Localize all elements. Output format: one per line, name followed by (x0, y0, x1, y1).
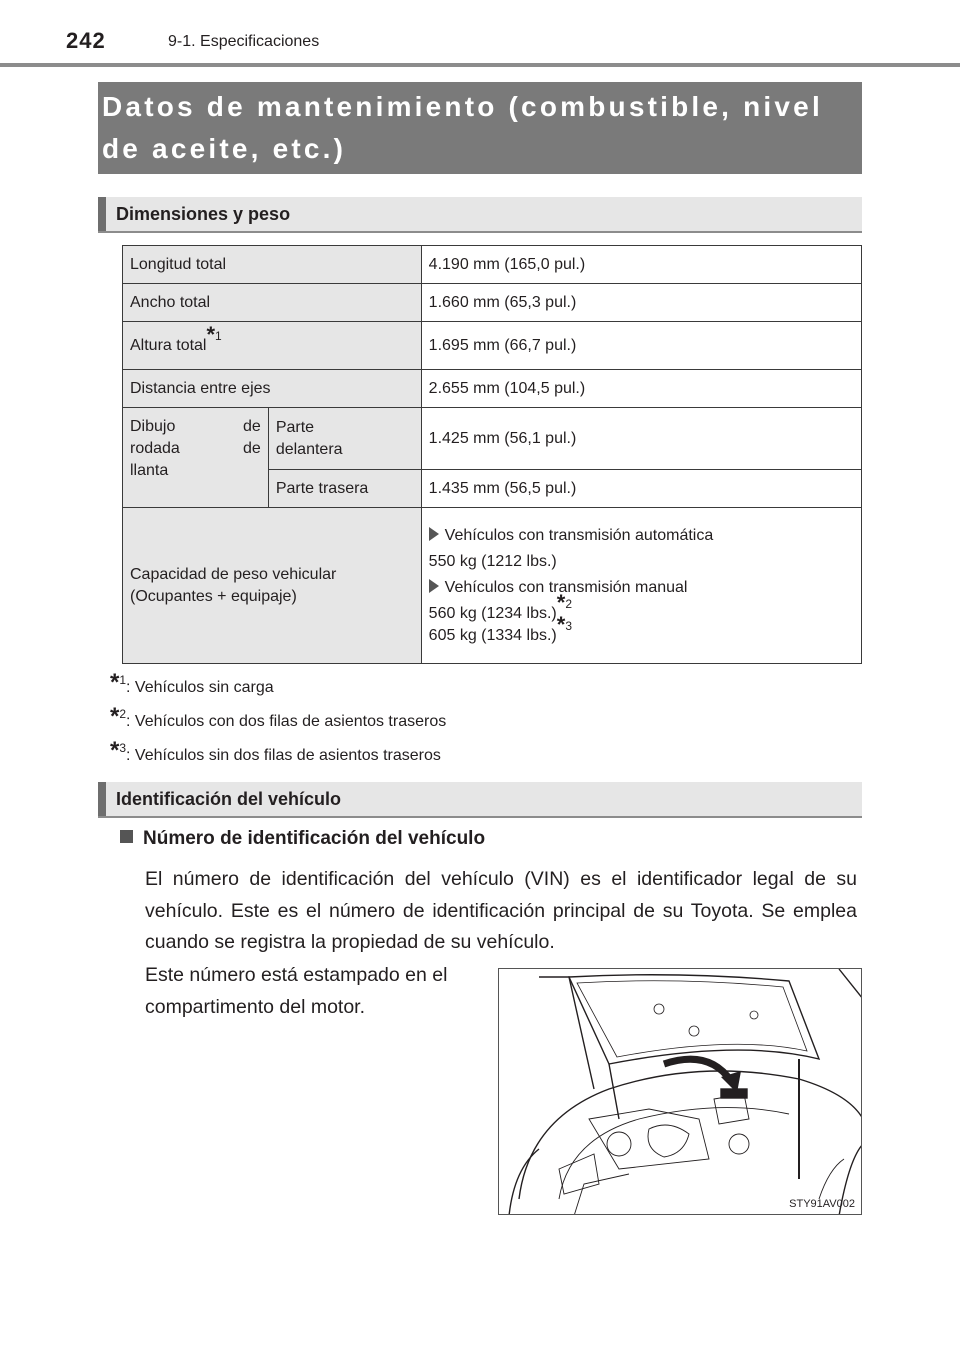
figure-code: STY91AV002 (789, 1198, 855, 1210)
page-number: 242 (66, 28, 106, 53)
triangle-bullet-icon (429, 527, 439, 541)
dimensions-heading (98, 197, 862, 233)
table-row (123, 408, 862, 470)
auto-value: 550 kg (1212 lbs.) (428, 552, 557, 570)
footnote-ref: 3 (565, 618, 572, 633)
manual-value-1 (428, 589, 854, 625)
table-cell-value: 1.425 mm (56,1 pul.) (421, 408, 861, 470)
table-cell-value: 1.660 mm (65,3 pul.) (421, 284, 861, 322)
table-cell-label (268, 408, 421, 470)
table-cell-value (421, 508, 861, 664)
footnotes (110, 668, 446, 770)
auto-label: Vehículos con transmisión automática (444, 526, 714, 544)
manual-value-2-text: 605 kg (1334 lbs.) (428, 626, 557, 644)
dibujo-label-line-3: llanta (130, 462, 169, 479)
footnote-star-icon: * (556, 611, 566, 637)
footnote-2 (110, 702, 446, 736)
capacidad-label-line-1: Capacidad de peso vehicular (130, 565, 337, 583)
square-bullet-icon (120, 830, 133, 843)
altura-label: Altura total (130, 336, 207, 354)
delantera-label-line-2: delantera (275, 440, 343, 458)
capacidad-label-line-2: (Ocupantes + equipaje) (130, 587, 297, 605)
footnote-star-icon: * (556, 589, 566, 615)
footnote-ref: 2 (565, 596, 572, 611)
header-rule (0, 63, 960, 67)
vin-location-paragraph: Este número está estampado en el compartimento del motor. (145, 964, 448, 1018)
footnote-star-icon: * (110, 703, 120, 730)
footnote-number: 3 (119, 741, 127, 755)
footnote-ref: 1 (215, 328, 222, 343)
footnote-text: : Vehículos sin carga (126, 679, 274, 696)
table-cell-label: Ancho total (123, 284, 422, 322)
table-row (123, 370, 862, 408)
dibujo-label-line-1: Dibujo de (130, 418, 261, 435)
footnote-text: : Vehículos sin dos filas de asientos traseros (126, 747, 441, 764)
footnote-3 (110, 736, 446, 770)
section-label: 9-1. Especificaciones (168, 33, 320, 50)
table-cell-value: 1.435 mm (56,5 pul.) (421, 470, 861, 508)
table-cell-label: Distancia entre ejes (123, 370, 422, 408)
table-row (123, 246, 862, 284)
table-row (123, 284, 862, 322)
vin-heading-text: Número de identificación del vehículo (143, 828, 486, 849)
footnote-star-icon: * (206, 321, 216, 347)
page-header (0, 0, 960, 70)
identification-heading-label: Identificación del vehículo (116, 789, 342, 809)
footnote-1 (110, 668, 446, 702)
table-cell-value: 1.695 mm (66,7 pul.) (421, 322, 861, 370)
footnote-star-icon: * (110, 737, 120, 764)
dimensions-heading-label: Dimensiones y peso (116, 204, 291, 224)
manual-label: Vehículos con transmisión manual (444, 578, 688, 596)
manual-heading (429, 577, 854, 599)
table-row (123, 322, 862, 370)
identification-heading (98, 782, 862, 818)
vin-paragraph: El número de identificación del vehículo (VIN) es el identificador legal de su vehículo. Este es el número de identificación principal de su Toyota. Se emplea cuando se registra la propiedad de su vehículo. (145, 868, 857, 953)
engine-compartment-drawing (499, 969, 862, 1215)
table-cell-label (123, 508, 422, 664)
page-title (98, 82, 862, 174)
footnote-number: 1 (119, 673, 127, 687)
auto-heading (429, 525, 854, 547)
page-title-line-2: de aceite, etc.) (102, 133, 347, 164)
table-cell-label (123, 322, 422, 370)
table-cell-label (123, 408, 269, 508)
vin-heading (120, 828, 485, 850)
triangle-bullet-icon (429, 579, 439, 593)
table-cell-label: Longitud total (123, 246, 422, 284)
dibujo-label-line-2: rodada de (130, 440, 261, 457)
table-cell-value: 4.190 mm (165,0 pul.) (421, 246, 861, 284)
table-cell-value: 2.655 mm (104,5 pul.) (421, 370, 861, 408)
delantera-label-line-1: Parte (275, 418, 315, 436)
page-title-line-1: Datos de mantenimiento (combustible, nivel (102, 91, 823, 122)
manual-value-1-text: 560 kg (1234 lbs.) (428, 604, 557, 622)
footnote-star-icon: * (110, 669, 120, 696)
footnote-number: 2 (119, 707, 127, 721)
table-row (123, 508, 862, 664)
footnote-text: : Vehículos con dos filas de asientos traseros (126, 713, 447, 730)
table-cell-label: Parte trasera (268, 470, 421, 508)
engine-compartment-illustration (498, 968, 862, 1215)
dimensions-table (122, 245, 862, 664)
